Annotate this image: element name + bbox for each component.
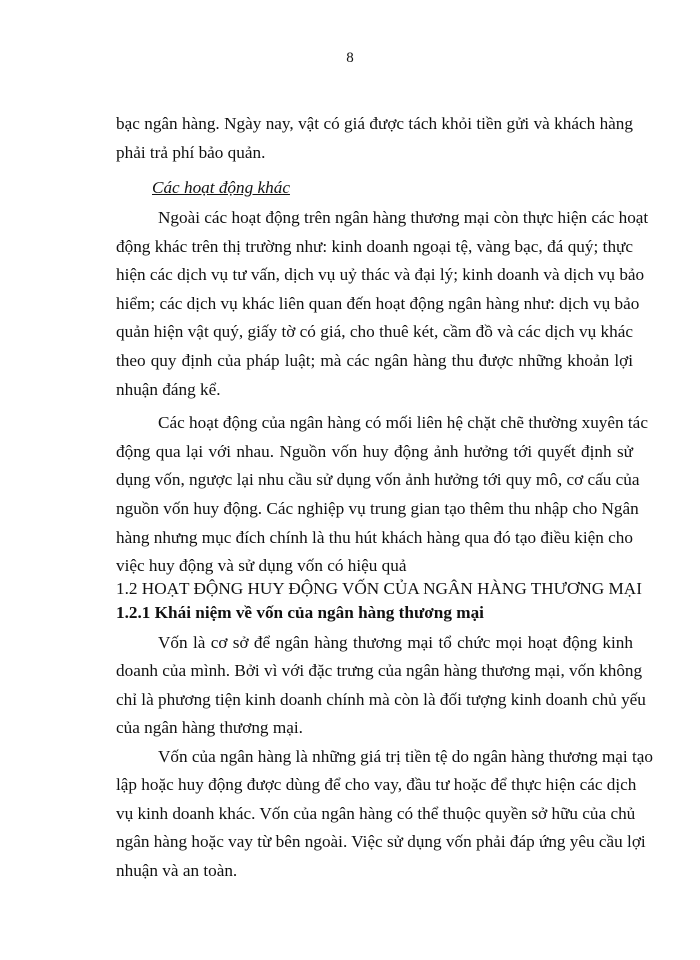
text-line: nhuận đáng kể. [116, 380, 221, 399]
text-line: hàng nhưng mục đích chính là thu hút khách hàng qua đó tạo điều kiện cho [116, 528, 633, 547]
text-line: Ngoài các hoạt động trên ngân hàng thương mại còn thực hiện các hoạt [158, 208, 649, 227]
text-line: phải trả phí bảo quản. [116, 143, 266, 162]
text-line: Các hoạt động của ngân hàng có mối liên hệ chặt chẽ thường xuyên tác [158, 413, 648, 432]
text-line: của ngân hàng thương mại. [116, 718, 303, 737]
text-line: nhuận và an toàn. [116, 861, 238, 880]
text-line: theo quy định của pháp luật; mà các ngân hàng thu được những khoản lợi [116, 351, 633, 370]
text-line: hiện các dịch vụ tư vấn, dịch vụ uỷ thác và đại lý; kinh doanh và dịch vụ bảo [116, 265, 645, 284]
text-line: hiểm; các dịch vụ khác liên quan đến hoạt động ngân hàng như: dịch vụ bảo [116, 294, 640, 313]
text-line: Vốn của ngân hàng là những giá trị tiền tệ do ngân hàng thương mại tạo [158, 747, 654, 766]
text-line: dụng vốn, ngược lại nhu cầu sử dụng vốn ảnh hưởng tới quy mô, cơ cấu của [116, 470, 640, 489]
text-line: lập hoặc huy động được dùng để cho vay, đầu tư hoặc để thực hiện các dịch [116, 775, 637, 794]
text-line: chỉ là phương tiện kinh doanh chính mà còn là đối tượng kinh doanh chủ yếu [116, 690, 646, 709]
text-line: nguồn vốn huy động. Các nghiệp vụ trung gian tạo thêm thu nhập cho Ngân [116, 499, 639, 518]
text-line: doanh của mình. Bởi vì với đặc trưng của ngân hàng thương mại, vốn không [116, 661, 643, 680]
text-line: quản hiện vật quý, giấy tờ có giá, cho thuê két, cầm đồ và các dịch vụ khác [116, 322, 633, 341]
text-line: Vốn là cơ sở để ngân hàng thương mại tổ chức mọi hoạt động kinh [158, 633, 633, 652]
sub-heading: Các hoạt động khác [152, 178, 290, 197]
text-line: ngân hàng hoặc vay từ bên ngoài. Việc sử dụng vốn phải đáp ứng yêu cầu lợi [116, 832, 646, 851]
page-number: 8 [346, 50, 354, 66]
text-line: vụ kinh doanh khác. Vốn của ngân hàng có thể thuộc quyền sở hữu của chủ [116, 804, 636, 823]
text-line: việc huy động và sử dụng vốn có hiệu quả [116, 556, 407, 575]
section-heading: 1.2 HOẠT ĐỘNG HUY ĐỘNG VỐN CỦA NGÂN HÀNG THƯƠNG MẠI [116, 579, 642, 598]
text-line: động khác trên thị trường như: kinh doanh ngoại tệ, vàng bạc, đá quý; thực [116, 237, 633, 256]
text-line: bạc ngân hàng. Ngày nay, vật có giá được tách khỏi tiền gửi và khách hàng [116, 114, 633, 133]
subsection-heading: 1.2.1 Khái niệm về vốn của ngân hàng thương mại [116, 603, 484, 622]
text-line: động qua lại với nhau. Nguồn vốn huy động ảnh hưởng tới quyết định sử [116, 442, 633, 461]
